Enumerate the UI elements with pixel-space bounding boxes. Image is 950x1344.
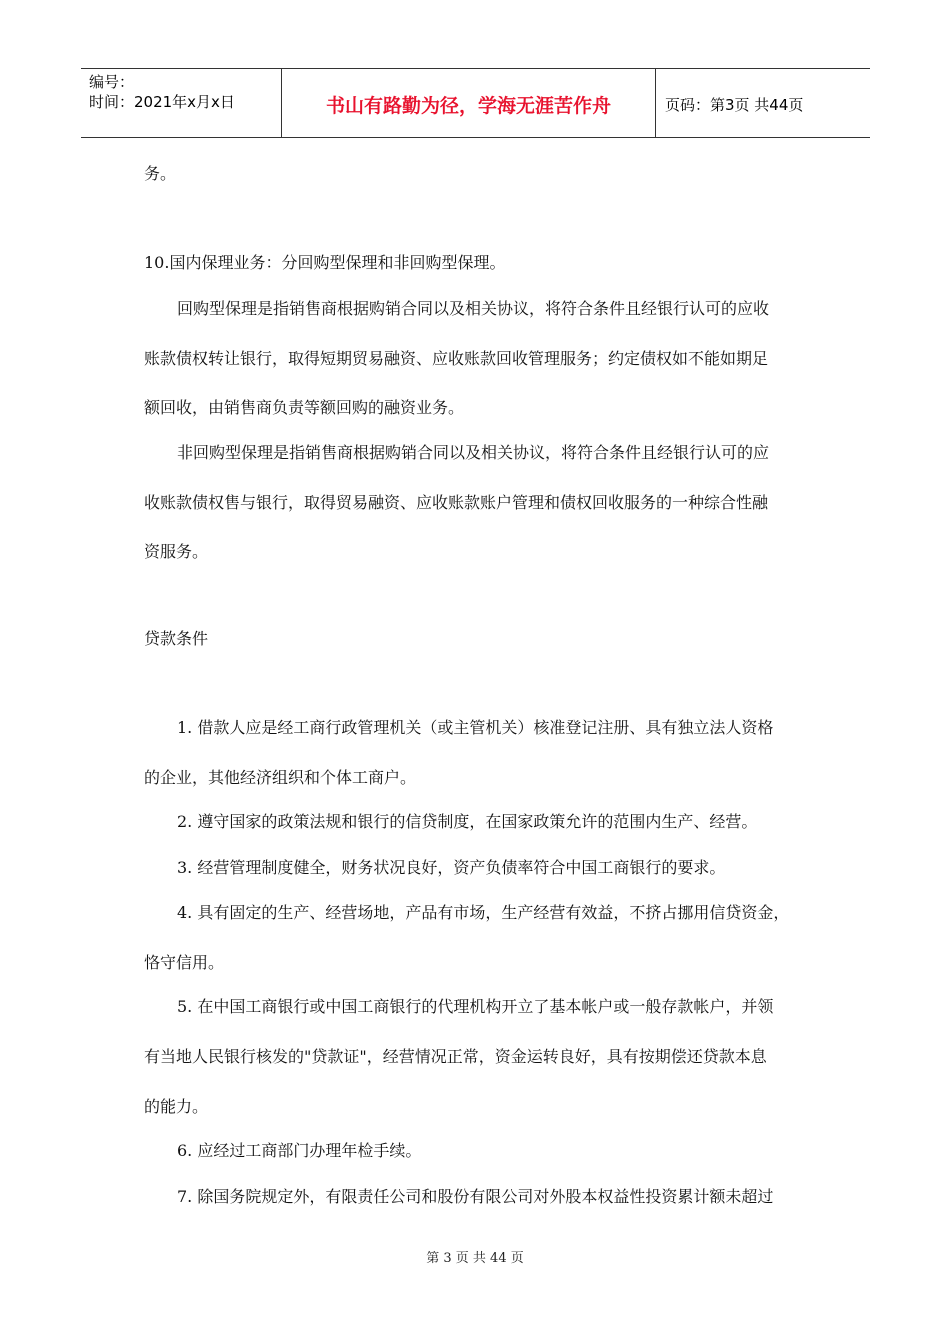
body-line: 账款债权转让银行，取得短期贸易融资、应收账款回收管理服务；约定债权如不能如期足 xyxy=(144,349,769,368)
number-label: 编号： xyxy=(89,73,135,91)
body-line: 的能力。 xyxy=(144,1097,209,1116)
body-line: 务。 xyxy=(144,164,177,183)
list-item: 1. 借款人应是经工商行政管理机关（或主管机关）核准登记注册、具有独立法人资格 xyxy=(177,718,774,737)
document-header xyxy=(81,68,870,138)
list-item: 5. 在中国工商银行或中国工商银行的代理机构开立了基本帐户或一般存款帐户，并领 xyxy=(177,997,774,1016)
body-line: 有当地人民银行核发的"贷款证"，经营情况正常，资金运转良好，具有按期偿还贷款本息 xyxy=(144,1047,767,1066)
header-motto-cell xyxy=(282,69,656,137)
body-line: 额回收，由销售商负责等额回购的融资业务。 xyxy=(144,398,465,417)
header-info-cell xyxy=(81,69,282,137)
motto-text: 书山有路勤为径，学海无涯苦作舟 xyxy=(325,95,611,117)
body-line: 资服务。 xyxy=(144,542,209,561)
time-label: 时间：2021年x月x日 xyxy=(89,93,235,111)
page-info: 页码：第3页 共44页 xyxy=(665,96,804,114)
list-item: 2. 遵守国家的政策法规和银行的信贷制度，在国家政策允许的范围内生产、经营。 xyxy=(177,812,758,831)
section-heading-loan-conditions: 贷款条件 xyxy=(144,629,209,648)
header-page-cell xyxy=(656,69,870,137)
body-line: 非回购型保理是指销售商根据购销合同以及相关协议，将符合条件且经银行认可的应 xyxy=(177,443,770,462)
list-item: 4. 具有固定的生产、经营场地，产品有市场，生产经营有效益，不挤占挪用信贷资金， xyxy=(177,903,790,922)
list-item: 3. 经营管理制度健全，财务状况良好，资产负债率符合中国工商银行的要求。 xyxy=(177,858,726,877)
list-item: 6. 应经过工商部门办理年检手续。 xyxy=(177,1141,422,1160)
list-item: 7. 除国务院规定外，有限责任公司和股份有限公司对外股本权益性投资累计额未超过 xyxy=(177,1187,774,1206)
body-line: 的企业，其他经济组织和个体工商户。 xyxy=(144,768,417,787)
body-line: 恪守信用。 xyxy=(144,953,225,972)
body-line: 回购型保理是指销售商根据购销合同以及相关协议，将符合条件且经银行认可的应收 xyxy=(177,299,770,318)
section-heading-factoring: 10.国内保理业务：分回购型保理和非回购型保理。 xyxy=(144,253,506,272)
page-footer: 第 3 页 共 44 页 xyxy=(426,1251,524,1266)
body-line: 收账款债权售与银行，取得贸易融资、应收账款账户管理和债权回收服务的一种综合性融 xyxy=(144,493,769,512)
